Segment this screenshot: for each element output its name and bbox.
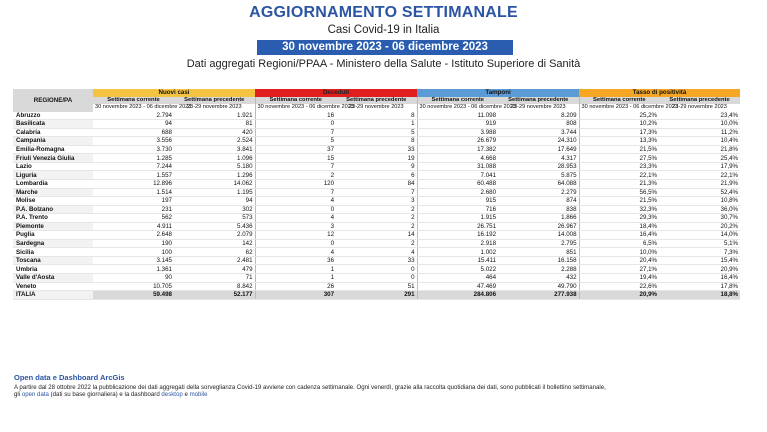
table-cell: 2.288 bbox=[498, 265, 579, 274]
table-cell: 14.008 bbox=[498, 231, 579, 240]
table-cell: 2 bbox=[336, 239, 417, 248]
table-cell: 7,3% bbox=[659, 248, 740, 257]
table-cell: 2.680 bbox=[417, 188, 498, 197]
region-name: Sardegna bbox=[13, 239, 93, 248]
table-cell: 2.794 bbox=[93, 112, 174, 120]
table-cell: 3.145 bbox=[93, 256, 174, 265]
table-cell: 919 bbox=[417, 120, 498, 129]
region-name: Marche bbox=[13, 188, 93, 197]
group-header-row bbox=[13, 89, 740, 97]
subheader-previous-week: Settimana precedente bbox=[498, 97, 579, 105]
table-cell: 9 bbox=[336, 162, 417, 171]
table-cell: 302 bbox=[174, 205, 255, 214]
table-cell: 4 bbox=[255, 248, 336, 257]
table-cell: 36,0% bbox=[659, 205, 740, 214]
table-cell: 20,4% bbox=[579, 256, 659, 265]
table-cell: 307 bbox=[255, 291, 336, 300]
table-cell: 71 bbox=[174, 274, 255, 283]
group-header-tasso-positivita: Tasso di positività bbox=[579, 89, 740, 97]
date-header-row bbox=[13, 104, 740, 112]
table-cell: 2.918 bbox=[417, 239, 498, 248]
table-cell: 12 bbox=[255, 231, 336, 240]
table-cell: 120 bbox=[255, 180, 336, 189]
table-cell: 29,3% bbox=[579, 214, 659, 223]
table-cell: 3.556 bbox=[93, 137, 174, 146]
table-cell: 37 bbox=[255, 145, 336, 154]
table-cell: 14.062 bbox=[174, 180, 255, 189]
notes-text-before: A partire dal 28 ottobre 2022 la pubblicazione dei dati aggregati della sorveglianza Covid-19 avviene con cadenza settimanale. Ogni venerdì, grazie alla raccolta quotidiana dei dati, sono pubblicati il bollettino settimanale, bbox=[14, 384, 606, 391]
table-cell: 30,7% bbox=[659, 214, 740, 223]
region-name: Piemonte bbox=[13, 222, 93, 231]
table-cell: 26 bbox=[255, 282, 336, 291]
table-cell: 4 bbox=[255, 214, 336, 223]
table-cell: 16.158 bbox=[498, 256, 579, 265]
table-cell: 284.806 bbox=[417, 291, 498, 300]
table-cell: 142 bbox=[174, 239, 255, 248]
table-cell: 3 bbox=[255, 222, 336, 231]
table-cell: 562 bbox=[93, 214, 174, 223]
table-cell: 5.875 bbox=[498, 171, 579, 180]
table-row bbox=[13, 282, 740, 291]
subheader-current-week: Settimana corrente bbox=[255, 97, 336, 105]
table-cell: 688 bbox=[93, 128, 174, 137]
table-cell: 27,5% bbox=[579, 154, 659, 163]
table-cell: 15,4% bbox=[659, 256, 740, 265]
table-cell: 94 bbox=[174, 197, 255, 206]
table-cell: 231 bbox=[93, 205, 174, 214]
region-name: Friuli Venezia Giulia bbox=[13, 154, 93, 163]
table-row bbox=[13, 274, 740, 283]
table-cell: 291 bbox=[336, 291, 417, 300]
table-cell: 2 bbox=[255, 171, 336, 180]
table-cell: 12.896 bbox=[93, 180, 174, 189]
table-cell: 10,2% bbox=[579, 120, 659, 129]
region-name: Umbria bbox=[13, 265, 93, 274]
table-cell: 16 bbox=[255, 112, 336, 120]
notes-text-gli: gli bbox=[14, 391, 21, 399]
table-cell: 2 bbox=[336, 205, 417, 214]
table-cell: 838 bbox=[498, 205, 579, 214]
table-row bbox=[13, 120, 740, 129]
table-cell: 10,8% bbox=[659, 197, 740, 206]
table-cell: 190 bbox=[93, 239, 174, 248]
table-cell: 0 bbox=[255, 239, 336, 248]
table-cell: 20,9% bbox=[579, 291, 659, 300]
table-cell: 16,4% bbox=[659, 274, 740, 283]
table-cell: 17,3% bbox=[579, 128, 659, 137]
table-cell: 420 bbox=[174, 128, 255, 137]
table-row bbox=[13, 137, 740, 146]
table-cell: 464 bbox=[417, 274, 498, 283]
subheader-current-week: Settimana corrente bbox=[417, 97, 498, 105]
region-name: Calabria bbox=[13, 128, 93, 137]
table-cell: 47.469 bbox=[417, 282, 498, 291]
date-previous-week: 23-29 novembre 2023 bbox=[186, 104, 242, 111]
table-cell: 17,9% bbox=[659, 162, 740, 171]
table-cell: 2.279 bbox=[498, 188, 579, 197]
table-cell: 20,9% bbox=[659, 265, 740, 274]
table-cell: 17.382 bbox=[417, 145, 498, 154]
table-row bbox=[13, 197, 740, 206]
table-cell: 5,1% bbox=[659, 239, 740, 248]
table-cell: 1 bbox=[336, 120, 417, 129]
table-row bbox=[13, 231, 740, 240]
table-cell: 7 bbox=[255, 188, 336, 197]
table-cell: 23,4% bbox=[659, 112, 740, 120]
table-row bbox=[13, 145, 740, 154]
table-cell: 51 bbox=[336, 282, 417, 291]
table-cell: 27,1% bbox=[579, 265, 659, 274]
table-cell: 10,0% bbox=[579, 248, 659, 257]
table-cell: 64.088 bbox=[498, 180, 579, 189]
table-cell: 17,8% bbox=[659, 282, 740, 291]
table-cell: 7.041 bbox=[417, 171, 498, 180]
total-row bbox=[13, 291, 740, 300]
region-name: Lombardia bbox=[13, 180, 93, 189]
table-cell: 49.790 bbox=[498, 282, 579, 291]
covid-weekly-table bbox=[13, 89, 740, 300]
group-header-deceduti: Deceduti bbox=[255, 89, 417, 97]
table-cell: 3 bbox=[336, 197, 417, 206]
table-cell: 4.668 bbox=[417, 154, 498, 163]
region-name: Lazio bbox=[13, 162, 93, 171]
open-data-description bbox=[14, 384, 744, 399]
region-column-header: REGIONE/PA bbox=[13, 89, 93, 112]
table-cell: 7 bbox=[255, 162, 336, 171]
group-header-nuovi-casi: Nuovi casi bbox=[93, 89, 255, 97]
table-cell: 23,3% bbox=[579, 162, 659, 171]
table-cell: 10,4% bbox=[659, 137, 740, 146]
table-cell: 26.967 bbox=[498, 222, 579, 231]
table-cell: 874 bbox=[498, 197, 579, 206]
region-name: Veneto bbox=[13, 282, 93, 291]
table-cell: 432 bbox=[498, 274, 579, 283]
table-cell: 2.648 bbox=[93, 231, 174, 240]
table-cell: 81 bbox=[174, 120, 255, 129]
table-cell: 851 bbox=[498, 248, 579, 257]
table-cell: 1.557 bbox=[93, 171, 174, 180]
table-cell: 11.098 bbox=[417, 112, 498, 120]
table-cell: 0 bbox=[255, 205, 336, 214]
table-cell: 7 bbox=[336, 188, 417, 197]
table-cell: 52.177 bbox=[174, 291, 255, 300]
table-cell: 7 bbox=[255, 128, 336, 137]
table-cell: 4.911 bbox=[93, 222, 174, 231]
table-cell: 1.361 bbox=[93, 265, 174, 274]
table-cell: 62 bbox=[174, 248, 255, 257]
table-cell: 60.488 bbox=[417, 180, 498, 189]
table-cell: 21,8% bbox=[659, 145, 740, 154]
table-row bbox=[13, 128, 740, 137]
table-cell: 5.180 bbox=[174, 162, 255, 171]
open-data-link[interactable]: open data bbox=[21, 391, 49, 399]
region-name: Sicilia bbox=[13, 248, 93, 257]
date-current-week: 30 novembre 2023 - 06 dicembre 2023 bbox=[95, 104, 192, 111]
desktop-link[interactable]: desktop bbox=[161, 391, 183, 399]
table-cell: 5 bbox=[336, 128, 417, 137]
region-name: ITALIA bbox=[13, 291, 93, 300]
table-row bbox=[13, 214, 740, 223]
table-cell: 56,5% bbox=[579, 188, 659, 197]
table-cell: 13,3% bbox=[579, 137, 659, 146]
table-cell: 915 bbox=[417, 197, 498, 206]
table-cell: 19 bbox=[336, 154, 417, 163]
group-header-tamponi: Tamponi bbox=[417, 89, 579, 97]
table-cell: 7.244 bbox=[93, 162, 174, 171]
table-cell: 1.296 bbox=[174, 171, 255, 180]
table-row bbox=[13, 248, 740, 257]
table-cell: 3.744 bbox=[498, 128, 579, 137]
table-cell: 21,9% bbox=[659, 180, 740, 189]
table-cell: 18,4% bbox=[579, 222, 659, 231]
table-cell: 1.195 bbox=[174, 188, 255, 197]
table-cell: 1.514 bbox=[93, 188, 174, 197]
table-cell: 2.481 bbox=[174, 256, 255, 265]
table-cell: 6 bbox=[336, 171, 417, 180]
subheader-previous-week: Settimana precedente bbox=[659, 97, 740, 105]
region-name: Puglia bbox=[13, 231, 93, 240]
date-current-week: 30 novembre 2023 - 06 dicembre 2023 bbox=[417, 104, 498, 112]
region-name: Molise bbox=[13, 197, 93, 206]
table-cell: 15.411 bbox=[417, 256, 498, 265]
table-row bbox=[13, 205, 740, 214]
table-cell: 17.649 bbox=[498, 145, 579, 154]
subheader-current-week: Settimana corrente bbox=[93, 97, 174, 105]
table-cell: 0 bbox=[336, 274, 417, 283]
region-name: P.A. Bolzano bbox=[13, 205, 93, 214]
table-cell: 1.285 bbox=[93, 154, 174, 163]
table-cell: 19,4% bbox=[579, 274, 659, 283]
table-cell: 26.679 bbox=[417, 137, 498, 146]
table-cell: 1.921 bbox=[174, 112, 255, 120]
table-cell: 8.842 bbox=[174, 282, 255, 291]
table-cell: 20,2% bbox=[659, 222, 740, 231]
table-cell: 4.317 bbox=[498, 154, 579, 163]
table-cell: 5.022 bbox=[417, 265, 498, 274]
table-cell: 277.938 bbox=[498, 291, 579, 300]
table-cell: 4 bbox=[336, 248, 417, 257]
table-cell: 21,5% bbox=[579, 197, 659, 206]
table-row bbox=[13, 154, 740, 163]
table-cell: 32,3% bbox=[579, 205, 659, 214]
notes-text-e: e bbox=[184, 391, 188, 399]
region-name: Liguria bbox=[13, 171, 93, 180]
table-cell: 14,0% bbox=[659, 231, 740, 240]
date-previous-week: 23-29 novembre 2023 bbox=[672, 104, 727, 111]
table-row bbox=[13, 162, 740, 171]
table-row bbox=[13, 171, 740, 180]
table-cell: 6,5% bbox=[579, 239, 659, 248]
data-source-line: Dati aggregati Regioni/PPAA - Ministero della Salute - Istituto Superiore di Sanità bbox=[186, 58, 581, 70]
table-cell: 31.088 bbox=[417, 162, 498, 171]
table-cell: 2 bbox=[336, 222, 417, 231]
table-cell: 84 bbox=[336, 180, 417, 189]
subheader-row bbox=[13, 97, 740, 105]
table-cell: 3.841 bbox=[174, 145, 255, 154]
table-cell: 716 bbox=[417, 205, 498, 214]
notes-text-mid: (dati su base giornaliera) e la dashboard bbox=[50, 391, 160, 399]
table-cell: 36 bbox=[255, 256, 336, 265]
region-name: P.A. Trento bbox=[13, 214, 93, 223]
table-cell: 197 bbox=[93, 197, 174, 206]
table-cell: 25,4% bbox=[659, 154, 740, 163]
table-cell: 8 bbox=[336, 112, 417, 120]
region-name: Abruzzo bbox=[13, 112, 93, 120]
table-row bbox=[13, 239, 740, 248]
region-name: Basilicata bbox=[13, 120, 93, 129]
subheader-previous-week: Settimana precedente bbox=[174, 97, 255, 105]
table-cell: 3.988 bbox=[417, 128, 498, 137]
open-data-title: Open data e Dashboard ArcGis bbox=[14, 373, 125, 382]
table-cell: 5 bbox=[255, 137, 336, 146]
date-range-banner: 30 novembre 2023 - 06 dicembre 2023 bbox=[257, 40, 513, 55]
table-cell: 21,5% bbox=[579, 145, 659, 154]
table-body bbox=[13, 112, 740, 300]
region-name: Valle d'Aosta bbox=[13, 274, 93, 283]
table-cell: 26.751 bbox=[417, 222, 498, 231]
table-cell: 21,3% bbox=[579, 180, 659, 189]
table-row bbox=[13, 180, 740, 189]
table-row bbox=[13, 265, 740, 274]
table-cell: 1 bbox=[255, 274, 336, 283]
table-cell: 10.705 bbox=[93, 282, 174, 291]
table-cell: 14 bbox=[336, 231, 417, 240]
table-cell: 0 bbox=[255, 120, 336, 129]
table-cell: 3.730 bbox=[93, 145, 174, 154]
table-cell: 100 bbox=[93, 248, 174, 257]
table-cell: 11,2% bbox=[659, 128, 740, 137]
table-cell: 90 bbox=[93, 274, 174, 283]
table-row bbox=[13, 256, 740, 265]
table-row bbox=[13, 188, 740, 197]
table-cell: 28.953 bbox=[498, 162, 579, 171]
table-cell: 1.866 bbox=[498, 214, 579, 223]
table-cell: 22,1% bbox=[659, 171, 740, 180]
date-previous-week: 23-29 novembre 2023 bbox=[348, 104, 404, 111]
table-row bbox=[13, 112, 740, 120]
table-cell: 59.498 bbox=[93, 291, 174, 300]
table-row bbox=[13, 222, 740, 231]
table-cell: 573 bbox=[174, 214, 255, 223]
subheader-previous-week: Settimana precedente bbox=[336, 97, 417, 105]
table-cell: 1 bbox=[255, 265, 336, 274]
table-cell: 0 bbox=[336, 265, 417, 274]
date-previous-week: 23-29 novembre 2023 bbox=[510, 104, 566, 111]
region-name: Emilia-Romagna bbox=[13, 145, 93, 154]
table-cell: 24.310 bbox=[498, 137, 579, 146]
page-subtitle: Casi Covid-19 in Italia bbox=[327, 24, 440, 36]
table-cell: 4 bbox=[255, 197, 336, 206]
table-cell: 5.436 bbox=[174, 222, 255, 231]
table-cell: 33 bbox=[336, 256, 417, 265]
date-current-week: 30 novembre 2023 - 06 dicembre 2023 bbox=[255, 104, 336, 112]
date-current-week: 30 novembre 2023 - 06 dicembre 2023 bbox=[579, 104, 659, 112]
table-cell: 33 bbox=[336, 145, 417, 154]
table-cell: 479 bbox=[174, 265, 255, 274]
table-cell: 808 bbox=[498, 120, 579, 129]
table-cell: 22,1% bbox=[579, 171, 659, 180]
table-cell: 16.192 bbox=[417, 231, 498, 240]
table-cell: 2.795 bbox=[498, 239, 579, 248]
table-cell: 2 bbox=[336, 214, 417, 223]
table-cell: 15 bbox=[255, 154, 336, 163]
table-cell: 8 bbox=[336, 137, 417, 146]
table-cell: 1.002 bbox=[417, 248, 498, 257]
table-cell: 8.209 bbox=[498, 112, 579, 120]
mobile-link[interactable]: mobile bbox=[189, 391, 208, 399]
table-cell: 52,4% bbox=[659, 188, 740, 197]
region-name: Toscana bbox=[13, 256, 93, 265]
table-cell: 2.079 bbox=[174, 231, 255, 240]
region-name: Campania bbox=[13, 137, 93, 146]
page-title: AGGIORNAMENTO SETTIMANALE bbox=[249, 4, 518, 21]
table-cell: 25,2% bbox=[579, 112, 659, 120]
table-cell: 22,6% bbox=[579, 282, 659, 291]
table-cell: 2.524 bbox=[174, 137, 255, 146]
table-cell: 94 bbox=[93, 120, 174, 129]
table-cell: 18,8% bbox=[659, 291, 740, 300]
table-cell: 1.915 bbox=[417, 214, 498, 223]
subheader-current-week: Settimana corrente bbox=[579, 97, 659, 105]
table-cell: 10,0% bbox=[659, 120, 740, 129]
table-cell: 16,4% bbox=[579, 231, 659, 240]
table-cell: 1.096 bbox=[174, 154, 255, 163]
